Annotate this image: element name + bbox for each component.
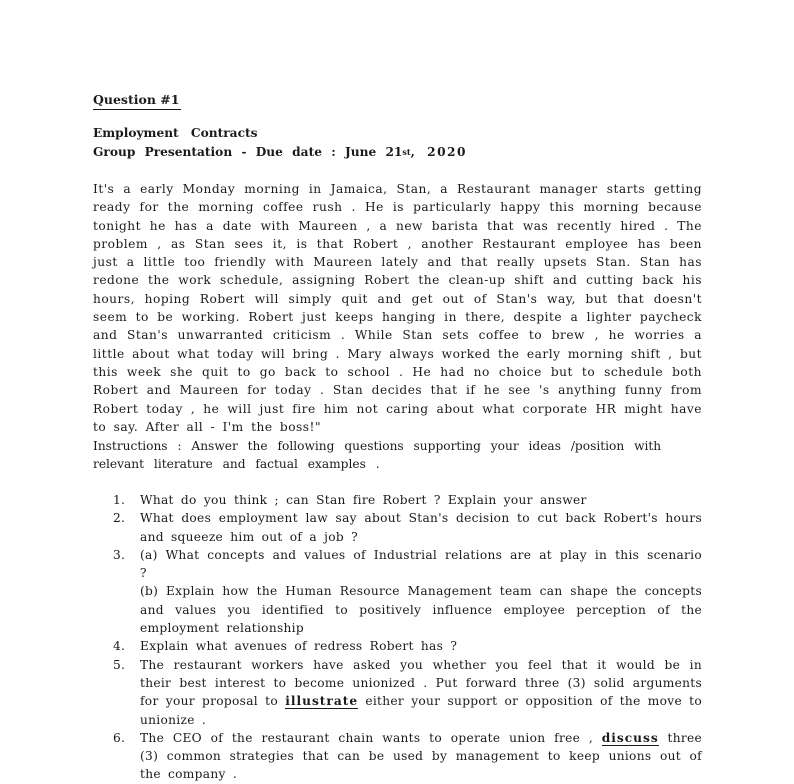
due-date: - Due date : June 21 [241, 145, 403, 159]
scenario-paragraph: It's a early Monday morning in Jamaica, Stan, a Restaurant manager starts getting ready for the morning coffee rush . He is particularly happy this morning because tonight he has a date with Maureen , a new barista that was recently hired . The problem , as Stan sees it, is that Robert , another Restaurant employee has been just a little too friendly with Maureen lately and that really upsets Stan. Stan has redone the work schedule, assigning Robert the clean-up shift and cutting back his hours, hoping Robert will simply quit and get out of Stan's way, but that doesn't seem to be working. Robert just keeps hanging in there, despite a lighter paycheck and Stan's unwarranted criticism . While Stan sets coffee to brew , he worries a little about what today will bring . Mary always worked the early morning shift , but this week she quit to go back to school . He had no choice but to schedule both Robert and Maureen for today . Stan decides that if he see 's anything funny from Robert today , he will just fire him not caring about what corporate HR might have to say. After all - I'm the boss!" [93, 182, 702, 434]
question-1 [113, 491, 702, 509]
question-text-end: three (3) common strategies that can be used by management to keep unions out of the company . [140, 730, 702, 782]
question-6 [113, 729, 702, 784]
question-text-b: (b) Explain how the Human Resource Management team can shape the concepts and values you identified to positively influence employee perception of the employment relationship [140, 584, 702, 636]
emphasis-illustrate: illustrate [285, 694, 359, 709]
question-text: The CEO of the restaurant chain wants to operate union free , [140, 730, 602, 745]
question-4 [113, 637, 702, 655]
instructions: Instructions : Answer the following questions supporting your ideas /position with relevant literature and factual examples . [93, 439, 662, 472]
question-text: Explain what avenues of redress Robert has ? [140, 639, 458, 654]
question-text-a: (a) What concepts and values of Industrial relations are at play in this scenario ? [140, 547, 702, 581]
group-presentation-line [93, 145, 467, 159]
question-number: 1. [113, 493, 126, 507]
question-number: 2. [113, 511, 126, 526]
question-5 [113, 656, 702, 729]
question-number: 3. [113, 547, 126, 562]
due-year: , 2020 [410, 145, 468, 159]
question-text: The restaurant workers have asked you whether you feel that it would be in their best interest to become unionized . Put forward three (3) solid arguments for your proposal to [140, 657, 702, 709]
questions-list [113, 491, 702, 784]
question-text: What do you think ; can Stan fire Robert ? Explain your answer [140, 493, 587, 507]
question-text: What does employment law say about Stan's decision to cut back Robert's hours and squeeze him out of a job ? [140, 511, 702, 544]
group-label: Group Presentation [93, 145, 233, 159]
question-number: 4. [113, 639, 126, 654]
emphasis-discuss: discuss [601, 730, 659, 745]
question-3 [113, 546, 702, 637]
question-text-end: either your support or opposition of the move to unionize . [140, 694, 702, 727]
subtitle: Employment Contracts [93, 126, 258, 140]
question-heading: Question #1 [93, 92, 181, 110]
question-2 [113, 509, 702, 546]
date-suffix: st [402, 147, 411, 157]
question-number: 5. [113, 657, 126, 672]
question-number: 6. [113, 730, 126, 745]
